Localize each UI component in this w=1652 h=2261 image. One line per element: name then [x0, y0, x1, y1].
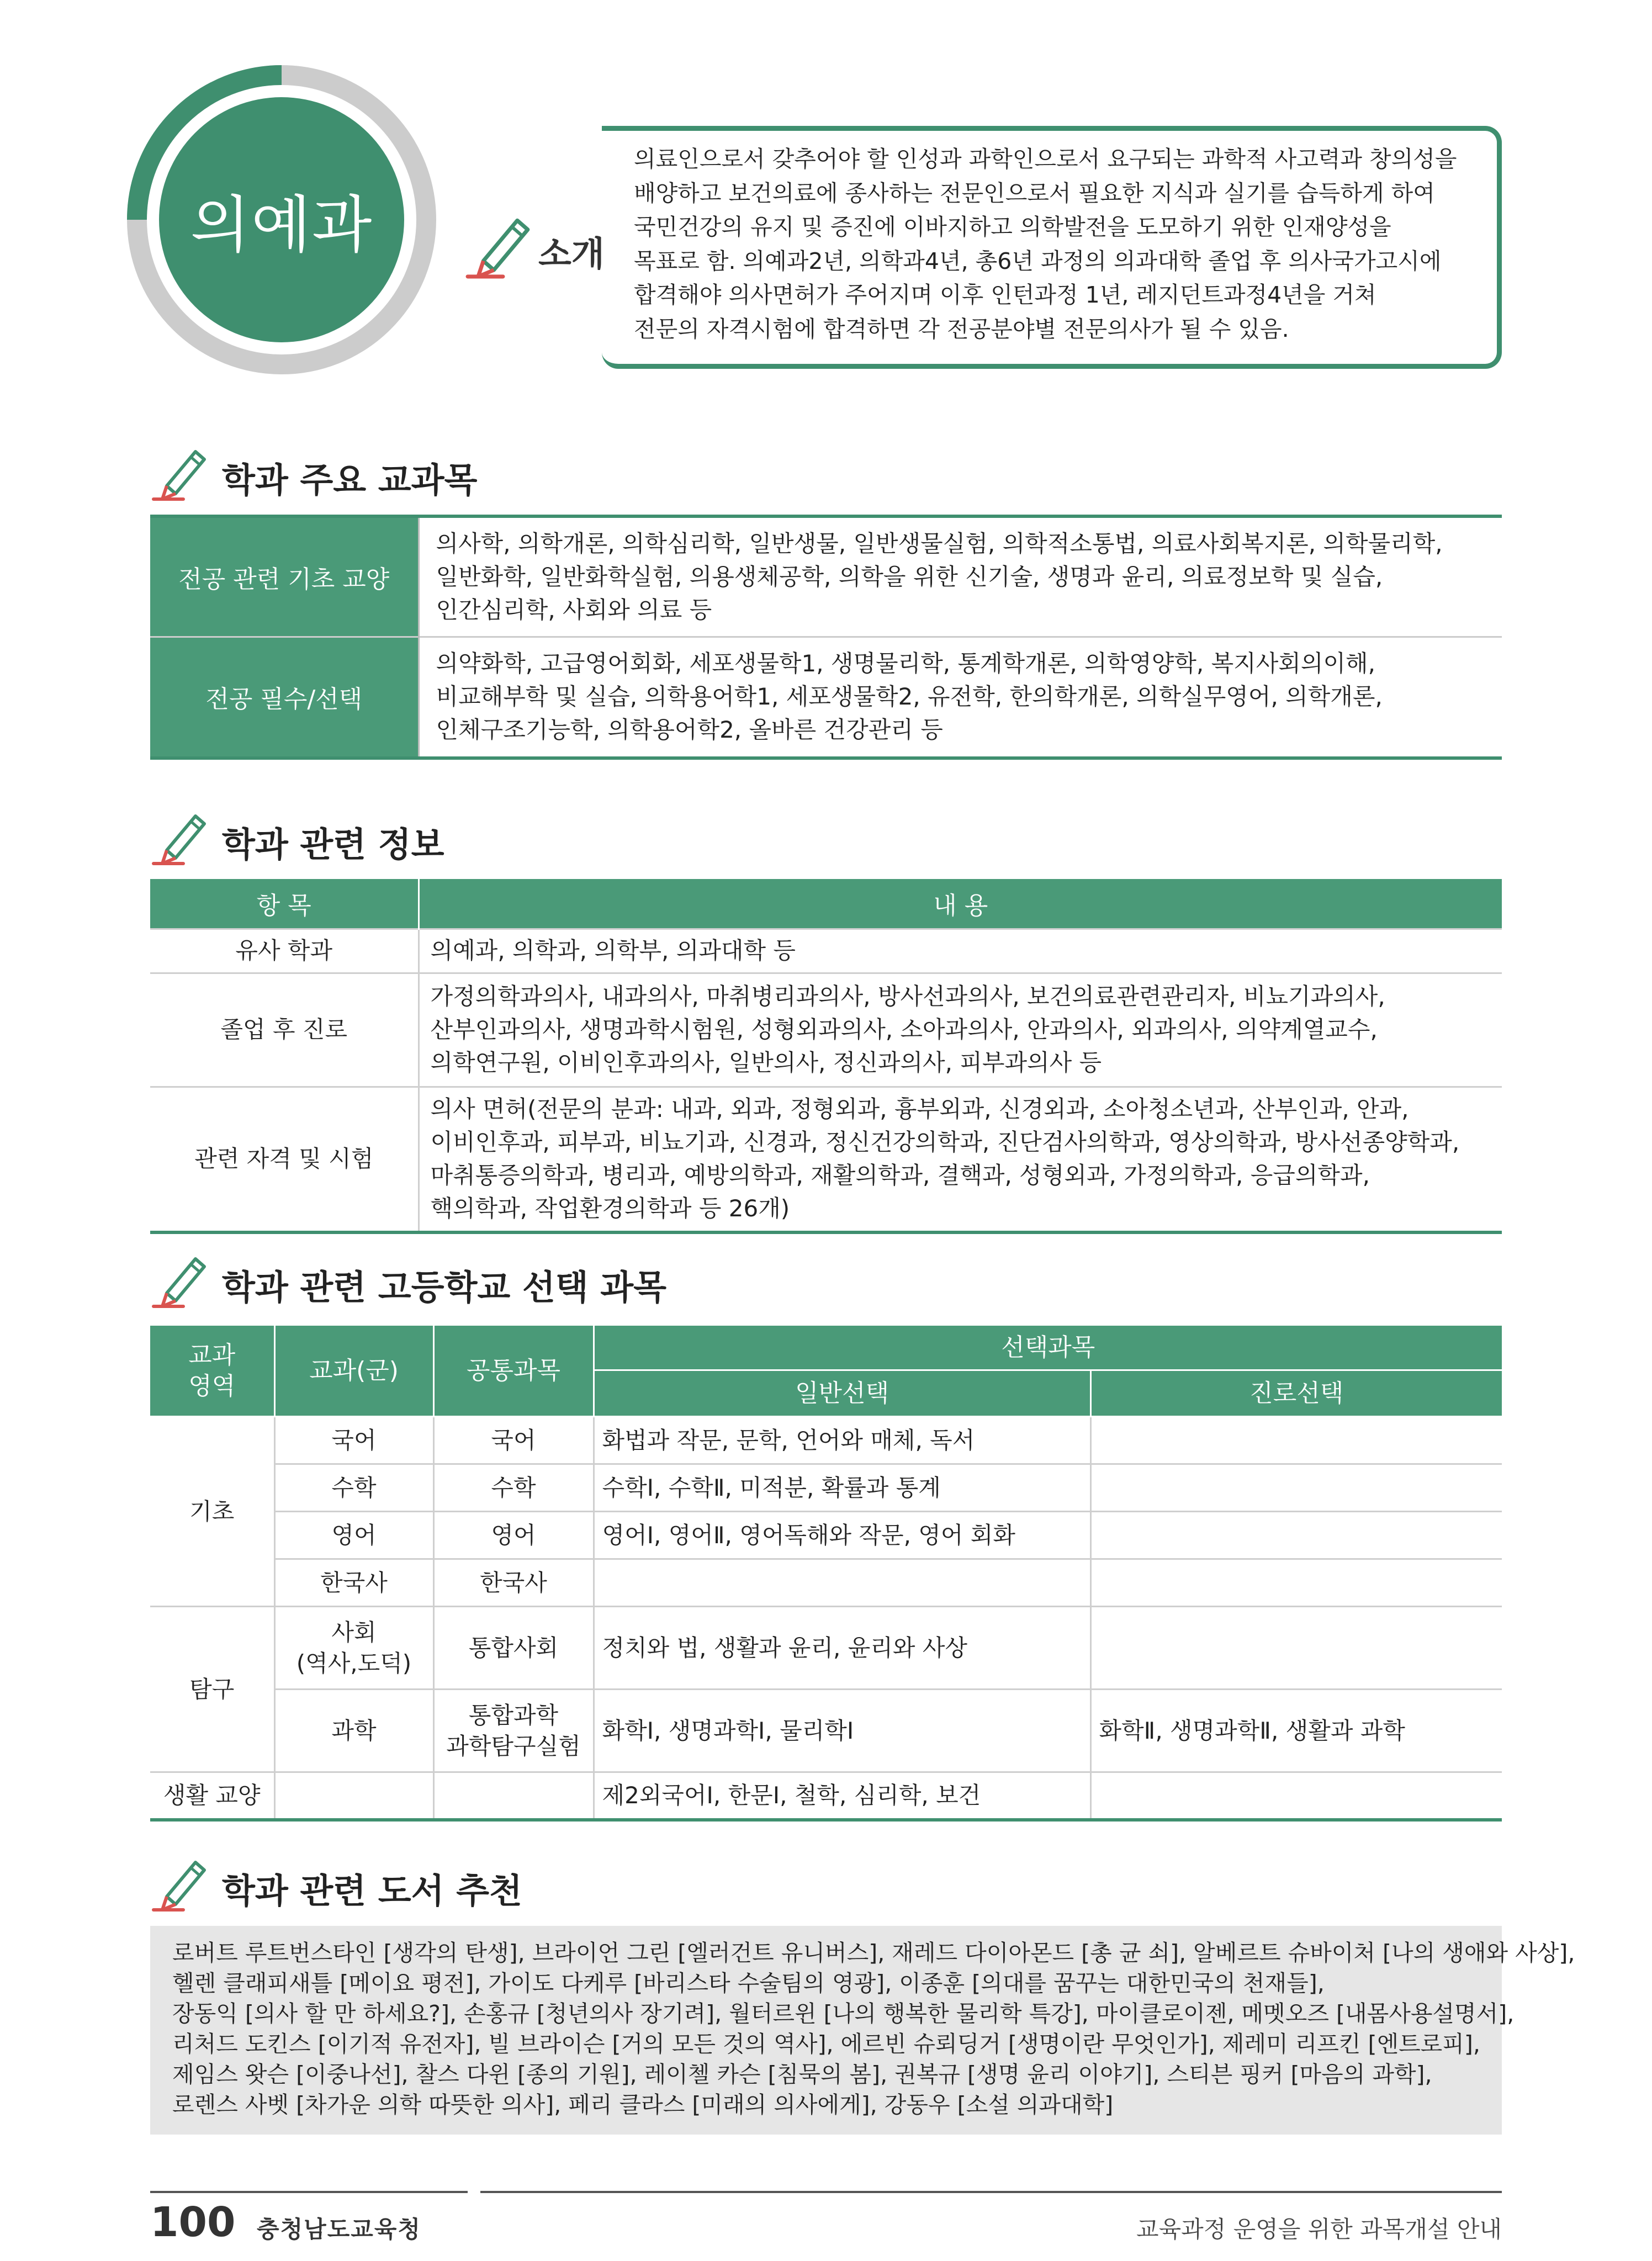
office-name: 충청남도교육청 — [257, 2216, 422, 2243]
group-cell: 한국사 — [274, 1559, 433, 1607]
career-cell — [1090, 1512, 1502, 1559]
footer-divider — [150, 2191, 468, 2193]
department-title: 의예과 — [190, 189, 373, 261]
column-header: 내 용 — [419, 879, 1502, 929]
intro-line: 배양하고 보건의료에 종사하는 전문인으로서 필요한 지식과 실기를 습득하게 하여 — [634, 179, 1435, 206]
table-row — [150, 1417, 1502, 1464]
cell-line: 사회 — [331, 1618, 377, 1646]
book-line: 리처드 도킨스 [이기적 유전자], 빌 브라이슨 [거의 모든 것의 역사], 에르빈 슈뢰딩거 [생명이란 무엇인가], 제레미 리프킨 [엔트로피], — [172, 2031, 1480, 2057]
cell-line: 의사학, 의학개론, 의학심리학, 일반생물, 일반생물실험, 의학적소통법, 의료사회복지론, 의학물리학, — [436, 529, 1443, 557]
header-line: 영역 — [188, 1372, 236, 1400]
intro-line: 의료인으로서 갖추어야 할 인성과 과학인으로서 요구되는 과학적 사고력과 창의성을 — [634, 146, 1457, 172]
career-cell — [1090, 1772, 1502, 1820]
table-row — [150, 1690, 1502, 1772]
table-row — [150, 1559, 1502, 1607]
career-cell — [1090, 1417, 1502, 1464]
table-row — [150, 1772, 1502, 1820]
general-cell: 화학Ⅰ, 생명과학Ⅰ, 물리학Ⅰ — [594, 1690, 1090, 1772]
cell-line: 마취통증의학과, 병리과, 예방의학과, 재활의학과, 결핵과, 성형외과, 가정의학과, 응급의학과, — [430, 1162, 1370, 1189]
table-row — [150, 1607, 1502, 1690]
career-cell — [1090, 1464, 1502, 1512]
career-cell — [1090, 1559, 1502, 1607]
column-header-general: 일반선택 — [594, 1370, 1090, 1417]
common-cell — [433, 1772, 594, 1820]
column-header-elective: 선택과목 — [594, 1325, 1502, 1370]
general-cell: 수학Ⅰ, 수학Ⅱ, 미적분, 확률과 통계 — [594, 1464, 1090, 1512]
column-header-common: 공통과목 — [433, 1325, 594, 1417]
subjects-table — [150, 1324, 1502, 1821]
common-cell: 국어 — [433, 1417, 594, 1464]
pencil-icon — [150, 806, 211, 867]
cell-line: 인간심리학, 사회와 의료 등 — [436, 596, 712, 623]
section-title: 학과 주요 교과목 — [222, 460, 478, 500]
career-cell — [1090, 1607, 1502, 1690]
career-cell: 화학Ⅱ, 생명과학Ⅱ, 생활과 과학 — [1090, 1690, 1502, 1772]
cell-line: 일반화학, 일반화학실험, 의용생체공학, 의학을 위한 신기술, 생명과 윤리, 의료정보학 및 실습, — [436, 563, 1383, 590]
row-label: 졸업 후 진로 — [150, 973, 419, 1087]
section-title: 학과 관련 정보 — [222, 824, 444, 865]
common-cell: 수학 — [433, 1464, 594, 1512]
cell-line: 통합과학 — [468, 1701, 559, 1729]
group-cell: 영어 — [274, 1512, 433, 1559]
row-header: 전공 관련 기초 교양 — [150, 516, 419, 637]
column-header: 항 목 — [150, 879, 419, 929]
area-cell: 생활 교양 — [150, 1772, 274, 1820]
intro-label: 소개 — [538, 234, 605, 274]
common-cell: 한국사 — [433, 1559, 594, 1607]
cell-line: 비교해부학 및 실습, 의학용어학1, 세포생물학2, 유전학, 한의학개론, 의학실무영어, 의학개론, — [436, 683, 1383, 711]
table-cell — [419, 1087, 1502, 1232]
row-label: 관련 자격 및 시험 — [150, 1087, 419, 1232]
table-row — [150, 1464, 1502, 1512]
guide-title: 교육과정 운영을 위한 과목개설 안내 — [1136, 2216, 1502, 2243]
pencil-icon — [150, 442, 211, 502]
cell-line: 가정의학과의사, 내과의사, 마취병리과의사, 방사선과의사, 보건의료관련관리자, 비뇨기과의사, — [430, 983, 1385, 1010]
area-cell: 기초 — [150, 1417, 274, 1607]
group-cell — [274, 1772, 433, 1820]
book-recommendations — [150, 1926, 1575, 2135]
book-line: 장동익 [의사 할 만 하세요?], 손홍규 [청년의사 장기려], 월터르윈 [나의 행복한 물리학 특강], 마이클로이젠, 메멧오즈 [내몸사용설명서], — [172, 2000, 1515, 2027]
intro-line: 전문의 자격시험에 합격하면 각 전공분야별 전문의사가 될 수 있음. — [634, 315, 1289, 342]
table-row — [150, 929, 1502, 973]
table-row — [150, 1087, 1502, 1232]
table-row — [150, 516, 1502, 637]
general-cell: 화법과 작문, 문학, 언어와 매체, 독서 — [594, 1417, 1090, 1464]
column-header-group: 교과(군) — [274, 1325, 433, 1417]
info-table — [150, 879, 1502, 1234]
header-line: 교과 — [188, 1341, 236, 1369]
cell-line: 의사 면허(전문의 분과: 내과, 외과, 정형외과, 흉부외과, 신경외과, 소아청소년과, 산부인과, 안과, — [430, 1095, 1409, 1123]
cell-line: 산부인과의사, 생명과학시험원, 성형외과의사, 소아과의사, 안과의사, 외과의사, 의약계열교수, — [430, 1016, 1378, 1043]
footer-divider — [480, 2191, 1502, 2193]
general-cell — [594, 1559, 1090, 1607]
intro-line: 목표로 함. 의예과2년, 의학과4년, 총6년 과정의 의과대학 졸업 후 의사국가고시에 — [634, 247, 1442, 274]
table-header-row — [150, 1325, 1502, 1370]
table-row — [150, 1512, 1502, 1559]
common-cell: 통합사회 — [433, 1607, 594, 1690]
table-cell — [419, 973, 1502, 1087]
page-number: 100 — [150, 2199, 236, 2246]
cell-line: 인체구조기능학, 의학용어학2, 올바른 건강관리 등 — [436, 716, 943, 744]
intro-line: 국민건강의 유지 및 증진에 이바지하고 의학발전을 도모하기 위한 인재양성을 — [634, 214, 1391, 240]
section-title: 학과 관련 고등학교 선택 과목 — [222, 1267, 667, 1307]
table-cell — [419, 637, 1502, 758]
row-header: 전공 필수/선택 — [150, 637, 419, 758]
area-cell: 탐구 — [150, 1607, 274, 1772]
group-cell: 국어 — [274, 1417, 433, 1464]
cell-line: 의학연구원, 이비인후과의사, 일반의사, 정신과의사, 피부과의사 등 — [430, 1049, 1102, 1076]
cell-line: (역사,도덕) — [296, 1649, 412, 1677]
general-cell: 정치와 법, 생활과 윤리, 윤리와 사상 — [594, 1607, 1090, 1690]
common-cell: 영어 — [433, 1512, 594, 1559]
pencil-icon — [464, 209, 536, 280]
row-label: 유사 학과 — [150, 929, 419, 973]
section-title: 학과 관련 도서 추천 — [222, 1871, 522, 1911]
general-cell: 영어Ⅰ, 영어Ⅱ, 영어독해와 작문, 영어 회화 — [594, 1512, 1090, 1559]
cell-line: 핵의학과, 작업환경의학과 등 26개) — [430, 1195, 790, 1222]
courses-table — [150, 515, 1502, 760]
group-cell: 수학 — [274, 1464, 433, 1512]
pencil-icon — [150, 1852, 211, 1913]
book-line: 헬렌 클래피새틀 [메이요 평전], 가이도 다케루 [바리스타 수술팀의 영광], 이종훈 [의대를 꿈꾸는 대한민국의 천재들], — [172, 1970, 1325, 1997]
intro-text — [634, 142, 1462, 346]
table-row — [150, 973, 1502, 1087]
table-header-row — [150, 879, 1502, 929]
book-line: 제임스 왓슨 [이중나선], 찰스 다윈 [종의 기원], 레이첼 카슨 [침묵의 봄], 권복규 [생명 윤리 이야기], 스티븐 핑커 [마음의 과학], — [172, 2061, 1432, 2088]
table-cell — [419, 929, 1502, 973]
general-cell: 제2외국어Ⅰ, 한문Ⅰ, 철학, 심리학, 보건 — [594, 1772, 1090, 1820]
group-cell — [274, 1607, 433, 1690]
book-line: 로렌스 사벳 [차가운 의학 따뜻한 의사], 페리 클라스 [미래의 의사에게], 강동우 [소설 의과대학] — [172, 2091, 1114, 2118]
cell-line: 과학탐구실험 — [446, 1732, 581, 1760]
group-cell: 과학 — [274, 1690, 433, 1772]
cell-line: 의약화학, 고급영어회화, 세포생물학1, 생명물리학, 통계학개론, 의학영양학, 복지사회의이해, — [436, 650, 1375, 677]
book-line: 로버트 루트번스타인 [생각의 탄생], 브라이언 그린 [엘러건트 유니버스], 재레드 다이아몬드 [총 균 쇠], 알베르트 슈바이처 [나의 생애와 사상], — [172, 1940, 1575, 1966]
cell-line: 이비인후과, 피부과, 비뇨기과, 신경과, 정신건강의학과, 진단검사의학과, 영상의학과, 방사선종양학과, — [430, 1129, 1460, 1156]
column-header-career: 진로선택 — [1090, 1370, 1502, 1417]
cell-line: 의예과, 의학과, 의학부, 의과대학 등 — [430, 937, 796, 964]
column-header-area — [150, 1325, 274, 1417]
table-cell — [419, 516, 1502, 637]
common-cell — [433, 1690, 594, 1772]
table-row — [150, 637, 1502, 758]
pencil-icon — [150, 1249, 211, 1310]
intro-line: 합격해야 의사면허가 주어지며 이후 인턴과정 1년, 레지던트과정4년을 거쳐 — [634, 282, 1376, 308]
